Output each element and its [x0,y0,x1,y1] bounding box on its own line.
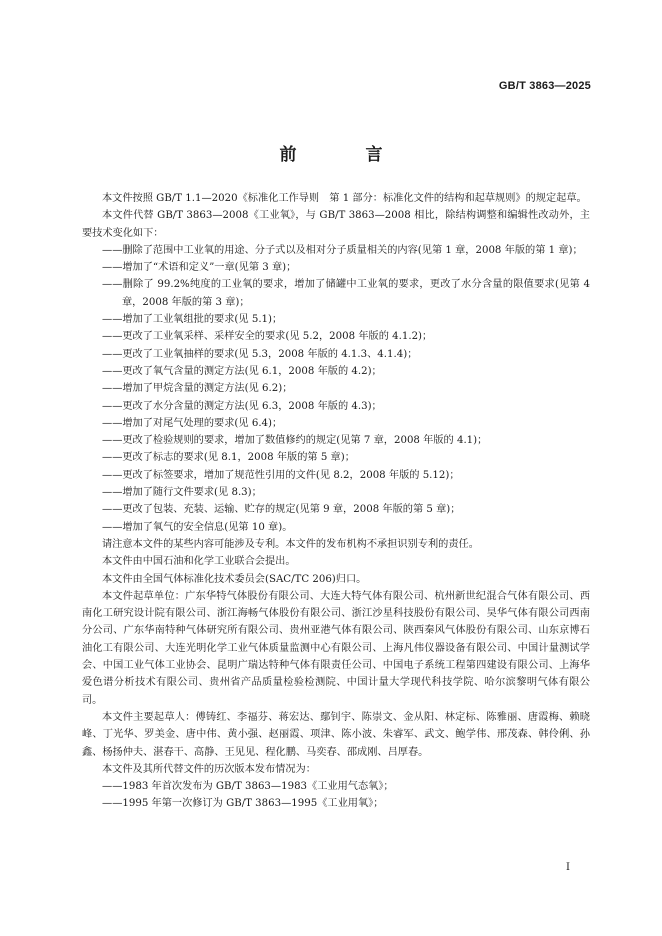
intro-paragraph: 本文件按照 GB/T 1.1—2020《标准化工作导则 第 1 部分：标准化文件的结构和起草规则》的规定起草。 [102,193,587,204]
proposer-paragraph: 本文件由中国石油和化学工业联合会提出。 [102,556,296,568]
change-item: ——增加了工业氧组批的要求(见 5.1)； [102,314,283,326]
intro-paragraph: 本文件代替 GB/T 3863—2008《工业氧》，与 GB/T 3863—2008 相比，除结构调整和编辑性改动外，主要技术变化如下： [82,210,590,239]
drafting-units-paragraph: 本文件起草单位：广东华特气体股份有限公司、大连大特气体有限公司、杭州新世纪混合气体有限公司、西南化工研究设计院有限公司、浙江海畅气体股份有限公司、浙江沙星科技股份有限公司、昊华气体有限公司西南分公司、广东华南特种气体研究所有限公司、贵州亚港气体有限公司、陕西秦风气体股份有限公司、山东京博石油化工有限公司、大连光明化学工业气体质量监测中心有限公司、上海凡伟仪器设备有限公司、中国计量测试学会、中国工业气体工业协会、昆明广瑞达特种气体有限责任公司、中国电子系统工程第四建设有限公司、上海华爱色谱分析技术有限公司、贵州省产品质量检验检测院、中国计量大学现代科技学院、哈尔滨黎明气体有限公司。 [82,590,590,706]
change-item: ——更改了工业氧采样、采样安全的要求(见 5.2，2008 年版的 4.1.2)； [102,331,433,343]
drafters-paragraph: 本文件主要起草人：傅铸红、李福芬、蒋宏达、鄢钊宇、陈崇文、金从阳、林定标、陈雅丽、唐霞梅、赖晓峰、丁光华、罗美金、唐中伟、黄小强、赵丽霞、项津、陈小波、朱睿军、武文、鲍学伟、邢茂森、韩伶俐、孙鑫、杨扬仲夫、湛春干、高静、王见见、程化鹏、马奕春、邵成刚、吕厚春。 [82,711,590,758]
page-title: 前 言 [279,145,409,165]
change-item: ——增加了甲烷含量的测定方法(见 6.2)； [102,383,293,395]
change-item: ——增加了对尾气处理的要求(见 6.4)； [102,417,283,429]
change-item: ——更改了工业氧抽样的要求(见 5.3，2008 年版的 4.1.3、4.1.4)； [102,348,418,360]
page-number: I [566,862,570,873]
change-item: ——删除了范围中工业氧的用途、分子式以及相对分子质量相关的内容(见第 1 章，2008 年版的第 1 章)； [102,244,583,256]
change-item: ——增加了氧气的安全信息(见第 10 章)。 [102,521,293,533]
change-item: ——删除了 99.2%纯度的工业氧的要求，增加了储罐中工业氧的要求，更改了水分含量的限值要求(见第 4 章，2008 年版的第 3 章)； [102,279,590,308]
history-item: ——1983 年首次发布为 GB/T 3863—1983《工业用气态氧》； [102,781,394,793]
change-item: ——更改了氧气含量的测定方法(见 6.1，2008 年版的 4.2)； [102,365,382,377]
change-item: ——更改了检验规则的要求，增加了数值修约的规定(见第 7 章，2008 年版的 4.1)； [102,435,488,447]
committee-paragraph: 本文件由全国气体标准化技术委员会(SAC/TC 206)归口。 [102,573,367,585]
change-item: ——增加了随行文件要求(见 8.3)； [102,487,262,499]
history-item: ——1995 年第一次修订为 GB/T 3863—1995《工业用氧》； [102,798,384,810]
change-item: ——更改了包装、充装、运输、贮存的规定(见第 9 章，2008 年版的第 5 章)； [102,504,461,516]
document-body [82,190,590,813]
history-intro-paragraph: 本文件及其所代替文件的历次版本发布情况为： [102,763,316,775]
change-item: ——增加了“术语和定义”一章(见第 3 章)； [102,262,297,274]
patent-notice: 请注意本文件的某些内容可能涉及专利。本文件的发布机构不承担识别专利的责任。 [102,538,479,550]
change-item: ——更改了标志的要求(见 8.1，2008 年版的第 5 章)； [102,452,355,464]
standard-code: GB/T 3863—2025 [498,80,591,92]
change-item: ——更改了标签要求，增加了规范性引用的文件(见 8.2，2008 年版的 5.12)； [102,469,460,481]
change-item: ——更改了水分含量的测定方法(见 6.3，2008 年版的 4.3)； [102,400,382,412]
